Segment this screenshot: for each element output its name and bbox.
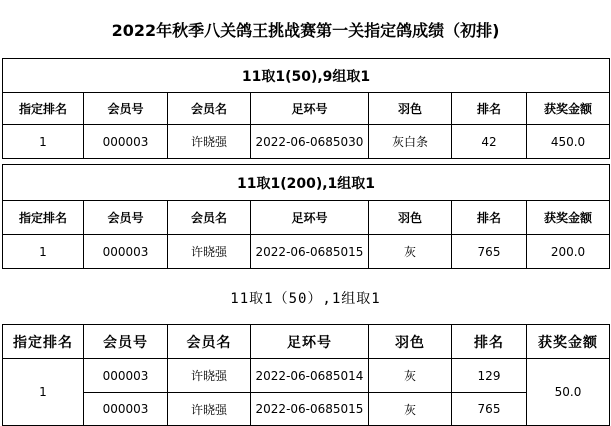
table-row (3, 359, 610, 393)
cell-member-no: 000003 (84, 235, 168, 269)
cell-feather-color: 灰 (369, 393, 452, 426)
cell-specified-rank: 1 (3, 359, 84, 426)
results-table-section-2 (2, 164, 610, 269)
cell-ring-no: 2022-06-0685014 (251, 359, 369, 393)
cell-feather-color: 灰 (369, 359, 452, 393)
results-table-section-3 (2, 324, 610, 426)
header-ring-no: 足环号 (251, 201, 369, 235)
cell-rank: 765 (452, 235, 527, 269)
table-row (3, 393, 610, 426)
header-member-name: 会员名 (168, 93, 251, 125)
cell-prize: 450.0 (527, 125, 610, 159)
header-member-no: 会员号 (84, 201, 168, 235)
cell-member-name: 许晓强 (168, 393, 251, 426)
header-feather-color: 羽色 (369, 201, 452, 235)
header-ring-no: 足环号 (251, 93, 369, 125)
cell-rank: 765 (452, 393, 527, 426)
section-heading: 11取1(200),1组取1 (3, 165, 610, 201)
cell-member-name: 许晓强 (168, 359, 251, 393)
header-row (3, 93, 610, 125)
header-specified-rank: 指定排名 (3, 93, 84, 125)
table-row (3, 125, 610, 159)
results-table-section-1 (2, 58, 610, 159)
header-prize: 获奖金额 (527, 201, 610, 235)
table-row (3, 235, 610, 269)
header-prize: 获奖金额 (527, 93, 610, 125)
header-ring-no: 足环号 (251, 325, 369, 359)
cell-ring-no: 2022-06-0685030 (251, 125, 369, 159)
header-specified-rank: 指定排名 (3, 325, 84, 359)
cell-rank: 42 (452, 125, 527, 159)
cell-member-name: 许晓强 (168, 125, 251, 159)
cell-member-no: 000003 (84, 125, 168, 159)
cell-prize: 200.0 (527, 235, 610, 269)
cell-member-name: 许晓强 (168, 235, 251, 269)
cell-specified-rank: 1 (3, 235, 84, 269)
section-heading: 11取1(50),9组取1 (3, 59, 610, 93)
cell-member-no: 000003 (84, 393, 168, 426)
cell-member-no: 000003 (84, 359, 168, 393)
page-title: 2022年秋季八关鸽王挑战赛第一关指定鸽成绩（初排) (111, 20, 500, 40)
cell-prize: 50.0 (527, 359, 610, 426)
cell-ring-no: 2022-06-0685015 (251, 393, 369, 426)
cell-rank: 129 (452, 359, 527, 393)
header-rank: 排名 (452, 201, 527, 235)
cell-feather-color: 灰 (369, 235, 452, 269)
section-heading: 11取1（50）,1组取1 (230, 291, 381, 307)
header-rank: 排名 (452, 93, 527, 125)
header-rank: 排名 (452, 325, 527, 359)
header-feather-color: 羽色 (369, 93, 452, 125)
header-row (3, 201, 610, 235)
cell-ring-no: 2022-06-0685015 (251, 235, 369, 269)
header-row (3, 325, 610, 359)
cell-specified-rank: 1 (3, 125, 84, 159)
header-feather-color: 羽色 (369, 325, 452, 359)
header-member-name: 会员名 (168, 201, 251, 235)
cell-feather-color: 灰白条 (369, 125, 452, 159)
header-member-name: 会员名 (168, 325, 251, 359)
header-member-no: 会员号 (84, 93, 168, 125)
header-prize: 获奖金额 (527, 325, 610, 359)
header-member-no: 会员号 (84, 325, 168, 359)
header-specified-rank: 指定排名 (3, 201, 84, 235)
